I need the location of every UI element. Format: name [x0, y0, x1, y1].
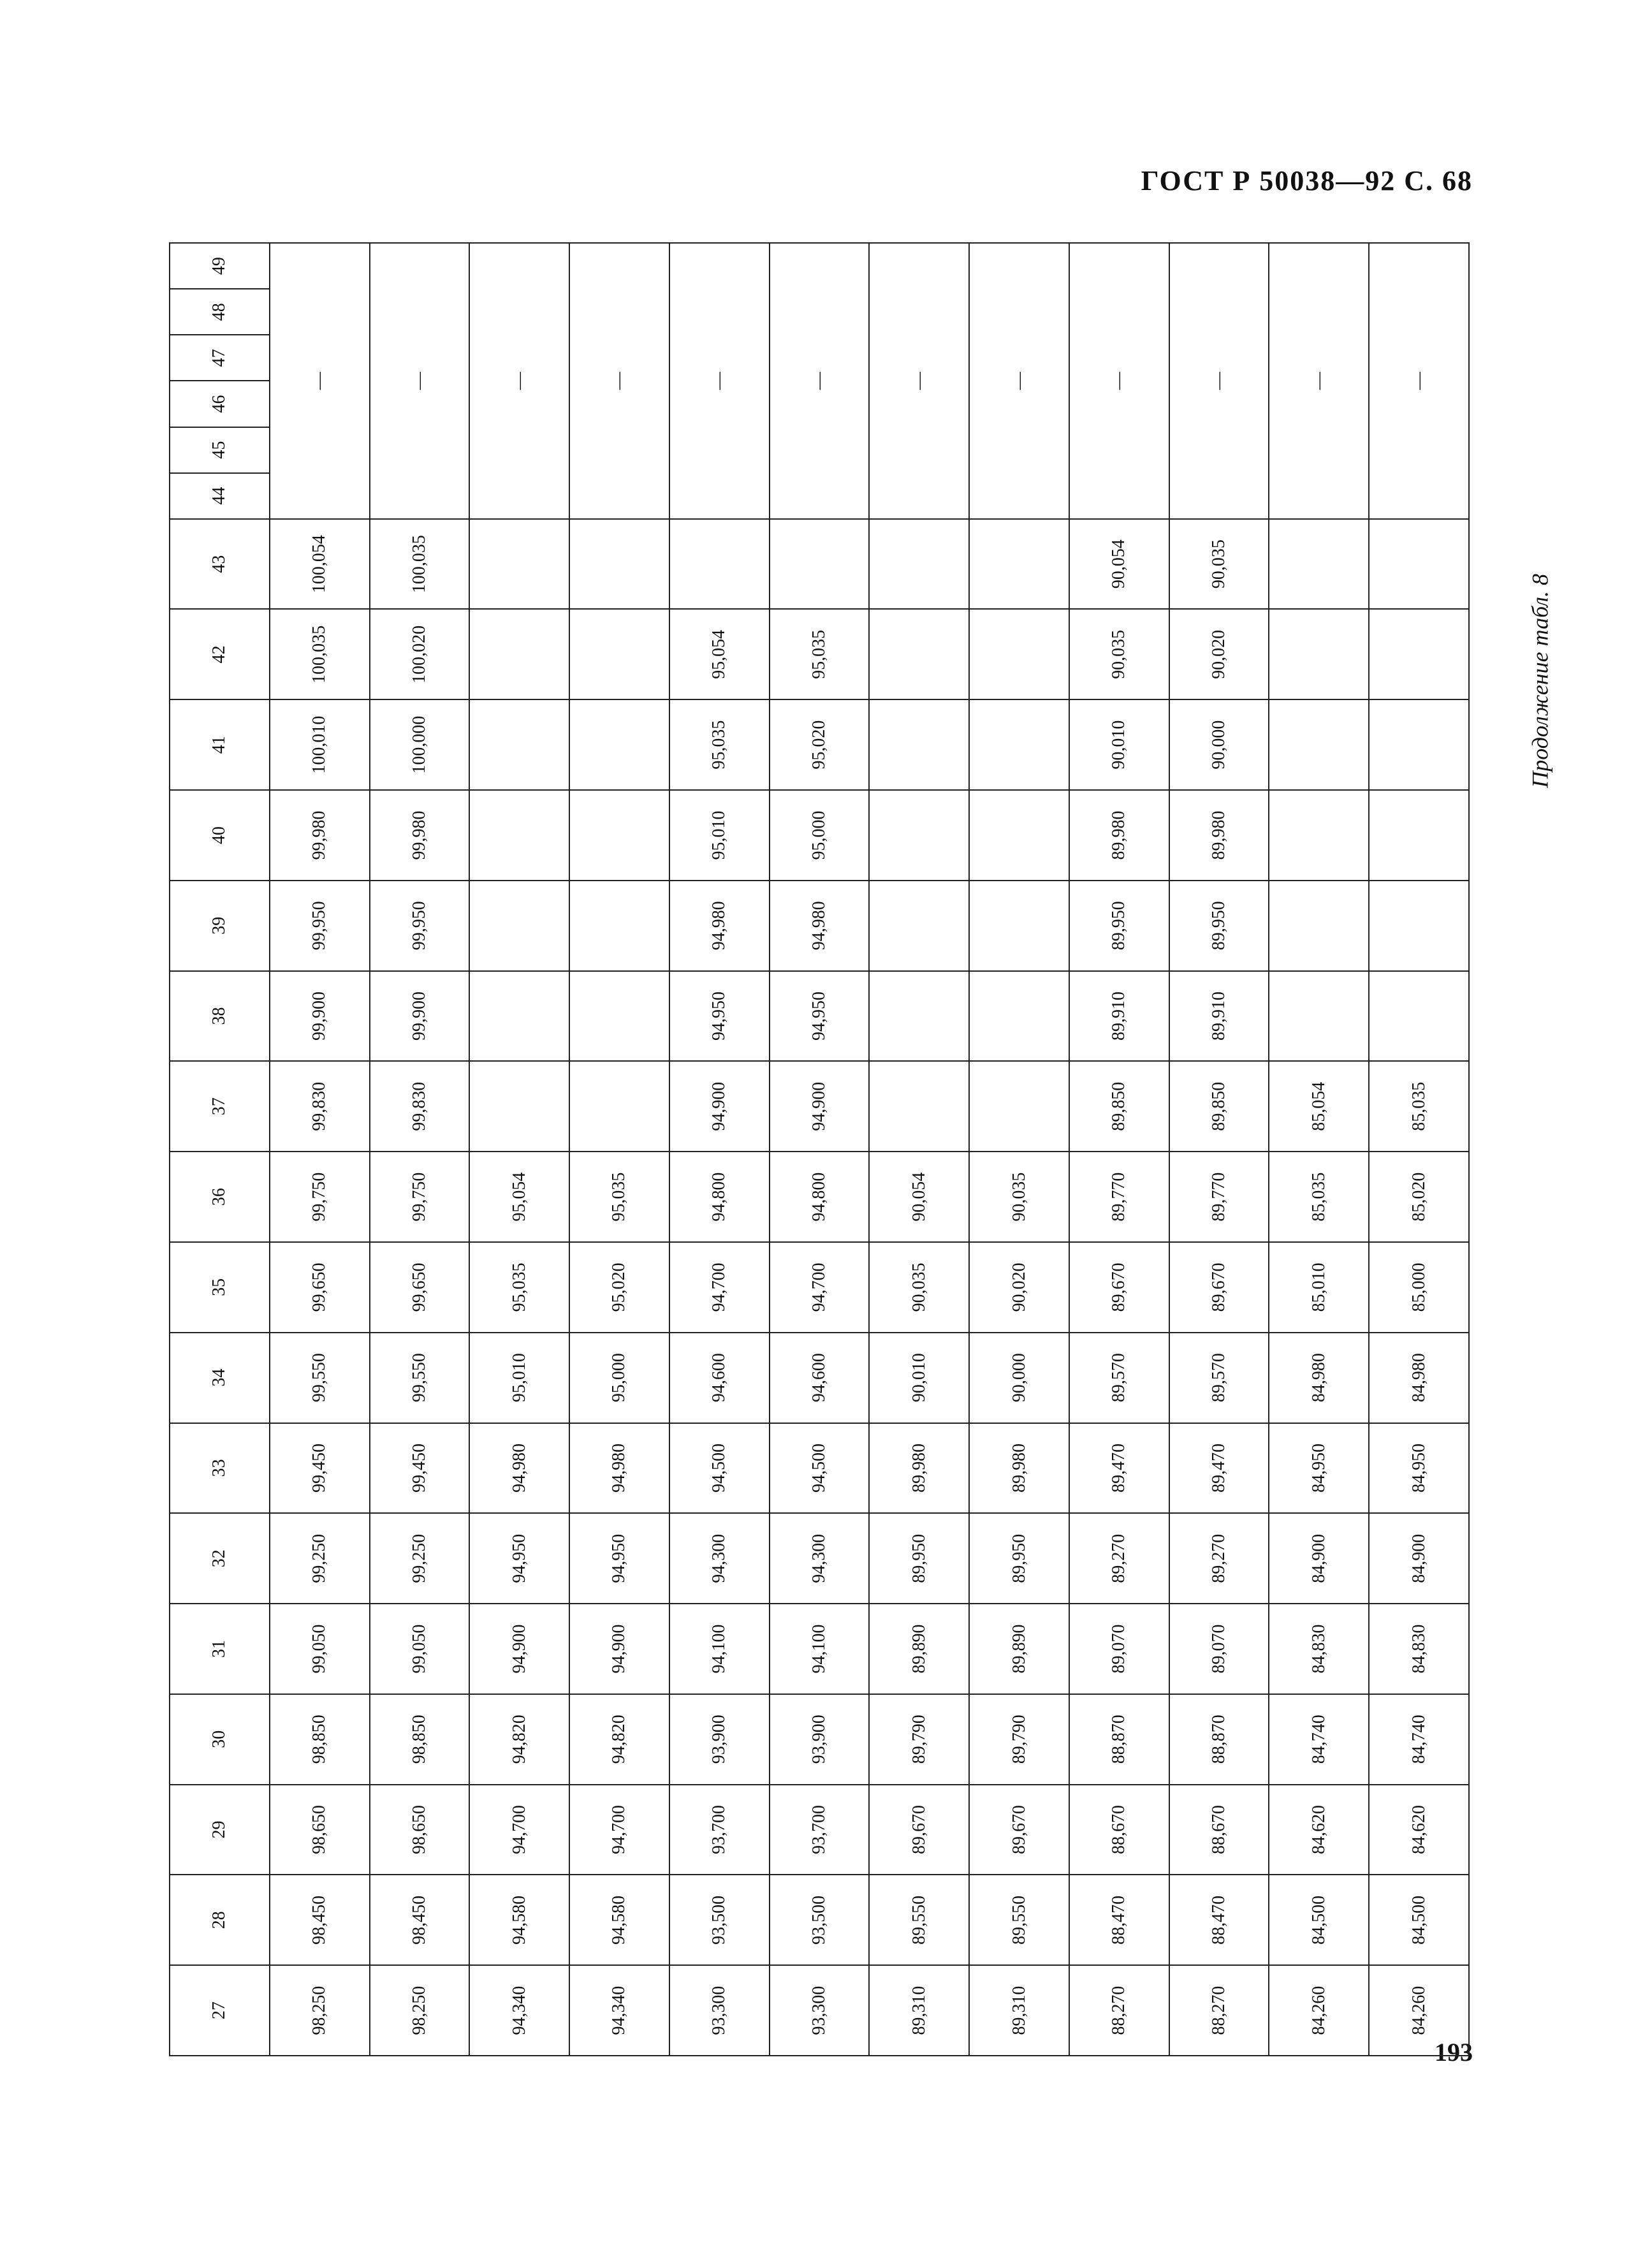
tooth-number: 41: [170, 699, 270, 790]
diameter-cell: [969, 1061, 1069, 1152]
diameter-cell: 89,980: [1069, 790, 1169, 881]
dash-cell: —: [669, 243, 770, 519]
diameter-cell: 94,100: [669, 1604, 770, 1694]
diameter-cell: [469, 1061, 569, 1152]
diameter-cell: 100,000: [370, 699, 470, 790]
diameter-cell: 84,620: [1369, 1785, 1469, 1875]
tooth-number: 30: [170, 1694, 270, 1785]
diameter-cell: [1369, 519, 1469, 610]
diameter-cell: 84,980: [1269, 1333, 1369, 1423]
diameter-cell: 94,300: [770, 1513, 870, 1604]
diameter-cell: 90,035: [1169, 519, 1269, 610]
dimensions-table: [169, 242, 1470, 2056]
tool-row: [1369, 243, 1469, 2056]
tooth-number: 28: [170, 1875, 270, 1965]
dash-cell: —: [770, 243, 870, 519]
diameter-cell: 89,550: [969, 1875, 1069, 1965]
dash-cell: —: [869, 243, 969, 519]
diameter-cell: 98,250: [270, 1965, 370, 2056]
diameter-cell: 99,450: [270, 1423, 370, 1514]
diameter-cell: 98,450: [270, 1875, 370, 1965]
diameter-cell: 95,000: [569, 1333, 669, 1423]
diameter-cell: 95,000: [770, 790, 870, 881]
diameter-cell: 94,820: [469, 1694, 569, 1785]
tooth-number: 38: [170, 971, 270, 1062]
diameter-cell: 95,035: [469, 1242, 569, 1333]
diameter-cell: 94,900: [569, 1604, 669, 1694]
diameter-cell: 93,900: [669, 1694, 770, 1785]
diameter-cell: [969, 699, 1069, 790]
diameter-cell: 89,310: [969, 1965, 1069, 2056]
diameter-cell: 89,310: [869, 1965, 969, 2056]
diameter-cell: 85,000: [1369, 1242, 1469, 1333]
diameter-cell: [569, 699, 669, 790]
diameter-cell: [669, 519, 770, 610]
diameter-cell: 94,700: [569, 1785, 669, 1875]
diameter-cell: 93,300: [669, 1965, 770, 2056]
tool-row: [1069, 243, 1169, 2056]
tooth-number: 48: [170, 289, 270, 335]
diameter-cell: [869, 610, 969, 700]
diameter-cell: [469, 610, 569, 700]
diameter-cell: 99,750: [370, 1152, 470, 1242]
diameter-cell: [869, 881, 969, 971]
diameter-cell: 94,340: [569, 1965, 669, 2056]
diameter-cell: 99,250: [270, 1513, 370, 1604]
diameter-cell: [1269, 519, 1369, 610]
diameter-cell: 90,000: [969, 1333, 1069, 1423]
diameter-cell: 93,700: [770, 1785, 870, 1875]
diameter-cell: 89,070: [1169, 1604, 1269, 1694]
tooth-number: 34: [170, 1333, 270, 1423]
diameter-cell: 98,850: [370, 1694, 470, 1785]
diameter-cell: 88,870: [1169, 1694, 1269, 1785]
diameter-cell: [1369, 971, 1469, 1062]
diameter-cell: 99,900: [370, 971, 470, 1062]
diameter-cell: 100,020: [370, 610, 470, 700]
diameter-cell: 89,670: [1069, 1242, 1169, 1333]
tooth-number: 44: [170, 473, 270, 519]
diameter-cell: 94,900: [770, 1061, 870, 1152]
diameter-cell: 84,900: [1269, 1513, 1369, 1604]
diameter-cell: 99,900: [270, 971, 370, 1062]
diameter-cell: 90,010: [869, 1333, 969, 1423]
tool-row: [969, 243, 1069, 2056]
diameter-cell: 99,830: [370, 1061, 470, 1152]
tooth-number: 29: [170, 1785, 270, 1875]
rotated-table-wrapper: [169, 242, 1470, 2056]
diameter-cell: 89,470: [1069, 1423, 1169, 1514]
diameter-cell: 88,470: [1169, 1875, 1269, 1965]
diameter-cell: [869, 971, 969, 1062]
diameter-cell: 90,035: [869, 1242, 969, 1333]
diameter-cell: 95,035: [669, 699, 770, 790]
diameter-cell: 89,070: [1069, 1604, 1169, 1694]
diameter-cell: 89,790: [969, 1694, 1069, 1785]
diameter-cell: 88,670: [1069, 1785, 1169, 1875]
diameter-cell: [969, 881, 1069, 971]
diameter-cell: [1269, 610, 1369, 700]
diameter-cell: 100,010: [270, 699, 370, 790]
diameter-cell: 93,900: [770, 1694, 870, 1785]
diameter-cell: 94,950: [569, 1513, 669, 1604]
tool-row: [869, 243, 969, 2056]
diameter-cell: 84,900: [1369, 1513, 1469, 1604]
diameter-cell: 99,950: [370, 881, 470, 971]
tooth-number: 31: [170, 1604, 270, 1694]
diameter-cell: 99,980: [270, 790, 370, 881]
diameter-cell: [1369, 790, 1469, 881]
tooth-number: 39: [170, 881, 270, 971]
dash-cell: —: [1269, 243, 1369, 519]
diameter-cell: 94,300: [669, 1513, 770, 1604]
diameter-cell: 94,100: [770, 1604, 870, 1694]
page-number: 193: [1435, 2038, 1473, 2067]
diameter-cell: 89,890: [869, 1604, 969, 1694]
diameter-cell: 84,740: [1369, 1694, 1469, 1785]
diameter-cell: 94,500: [770, 1423, 870, 1514]
diameter-cell: 90,020: [969, 1242, 1069, 1333]
diameter-cell: 84,830: [1369, 1604, 1469, 1694]
dash-cell: —: [1069, 243, 1169, 519]
diameter-cell: 90,035: [1069, 610, 1169, 700]
diameter-cell: 89,910: [1069, 971, 1169, 1062]
diameter-cell: 84,500: [1369, 1875, 1469, 1965]
diameter-cell: 89,850: [1169, 1061, 1269, 1152]
diameter-cell: 95,010: [669, 790, 770, 881]
diameter-cell: [969, 971, 1069, 1062]
diameter-cell: 94,600: [770, 1333, 870, 1423]
diameter-cell: [1369, 699, 1469, 790]
tooth-number: 33: [170, 1423, 270, 1514]
diameter-cell: 90,054: [1069, 519, 1169, 610]
diameter-cell: 94,820: [569, 1694, 669, 1785]
diameter-cell: 98,650: [270, 1785, 370, 1875]
diameter-cell: [869, 519, 969, 610]
diameter-cell: 89,980: [1169, 790, 1269, 881]
tooth-number: 37: [170, 1061, 270, 1152]
diameter-cell: [1369, 610, 1469, 700]
diameter-cell: 84,740: [1269, 1694, 1369, 1785]
diameter-cell: 99,650: [370, 1242, 470, 1333]
diameter-cell: 99,250: [370, 1513, 470, 1604]
diameter-cell: 90,000: [1169, 699, 1269, 790]
diameter-cell: 84,260: [1269, 1965, 1369, 2056]
diameter-cell: 90,010: [1069, 699, 1169, 790]
diameter-cell: 99,050: [370, 1604, 470, 1694]
diameter-cell: 89,950: [869, 1513, 969, 1604]
diameter-cell: 88,870: [1069, 1694, 1169, 1785]
diameter-cell: 84,620: [1269, 1785, 1369, 1875]
diameter-cell: [1269, 699, 1369, 790]
diameter-cell: 94,580: [469, 1875, 569, 1965]
diameter-cell: 94,600: [669, 1333, 770, 1423]
diameter-cell: 98,650: [370, 1785, 470, 1875]
diameter-cell: 88,270: [1169, 1965, 1269, 2056]
diameter-cell: 100,054: [270, 519, 370, 610]
diameter-cell: 99,550: [270, 1333, 370, 1423]
diameter-cell: 95,054: [669, 610, 770, 700]
diameter-cell: 94,900: [469, 1604, 569, 1694]
diameter-cell: 94,950: [469, 1513, 569, 1604]
diameter-cell: 94,700: [469, 1785, 569, 1875]
diameter-cell: 89,570: [1169, 1333, 1269, 1423]
diameter-cell: 94,700: [770, 1242, 870, 1333]
diameter-cell: 89,890: [969, 1604, 1069, 1694]
diameter-cell: [469, 519, 569, 610]
diameter-cell: [569, 971, 669, 1062]
diameter-cell: 90,054: [869, 1152, 969, 1242]
diameter-cell: 99,750: [270, 1152, 370, 1242]
diameter-cell: [569, 790, 669, 881]
tooth-number: 47: [170, 335, 270, 381]
tooth-number: 43: [170, 519, 270, 610]
diameter-cell: 95,054: [469, 1152, 569, 1242]
diameter-cell: 85,035: [1269, 1152, 1369, 1242]
tooth-number: 46: [170, 381, 270, 427]
diameter-cell: 89,470: [1169, 1423, 1269, 1514]
diameter-cell: 84,830: [1269, 1604, 1369, 1694]
diameter-cell: 94,580: [569, 1875, 669, 1965]
tool-row: [1269, 243, 1369, 2056]
tool-row: [669, 243, 770, 2056]
page-header: ГОСТ Р 50038—92 С. 68: [1141, 165, 1473, 196]
diameter-cell: 89,670: [869, 1785, 969, 1875]
tool-row: [569, 243, 669, 2056]
diameter-cell: [569, 519, 669, 610]
diameter-cell: 93,300: [770, 1965, 870, 2056]
diameter-cell: 93,500: [770, 1875, 870, 1965]
diameter-cell: 89,670: [969, 1785, 1069, 1875]
diameter-cell: 90,035: [969, 1152, 1069, 1242]
diameter-cell: 89,670: [1169, 1242, 1269, 1333]
diameter-cell: 84,500: [1269, 1875, 1369, 1965]
diameter-cell: 99,550: [370, 1333, 470, 1423]
tool-row: [270, 243, 370, 2056]
diameter-cell: 89,270: [1069, 1513, 1169, 1604]
diameter-cell: 85,010: [1269, 1242, 1369, 1333]
table-caption: Продолжение табл. 8: [1528, 574, 1553, 788]
diameter-cell: 89,950: [969, 1513, 1069, 1604]
diameter-cell: [1269, 790, 1369, 881]
diameter-cell: 94,950: [770, 971, 870, 1062]
diameter-cell: 84,950: [1369, 1423, 1469, 1514]
tooth-number: 42: [170, 610, 270, 700]
tooth-number: 40: [170, 790, 270, 881]
diameter-cell: 89,770: [1169, 1152, 1269, 1242]
diameter-cell: 99,050: [270, 1604, 370, 1694]
diameter-cell: 99,950: [270, 881, 370, 971]
diameter-cell: 89,950: [1169, 881, 1269, 971]
diameter-cell: [1269, 971, 1369, 1062]
diameter-cell: [569, 610, 669, 700]
diameter-cell: [1269, 881, 1369, 971]
diameter-cell: 89,980: [969, 1423, 1069, 1514]
diameter-cell: 99,450: [370, 1423, 470, 1514]
diameter-cell: 84,980: [1369, 1333, 1469, 1423]
diameter-cell: [469, 699, 569, 790]
diameter-cell: 85,035: [1369, 1061, 1469, 1152]
diameter-cell: 85,054: [1269, 1061, 1369, 1152]
diameter-cell: 100,035: [370, 519, 470, 610]
diameter-cell: 94,900: [669, 1061, 770, 1152]
diameter-cell: 95,020: [770, 699, 870, 790]
tooth-number: 35: [170, 1242, 270, 1333]
diameter-cell: [969, 790, 1069, 881]
tooth-number: 49: [170, 243, 270, 289]
diameter-cell: 89,270: [1169, 1513, 1269, 1604]
diameter-cell: 85,020: [1369, 1152, 1469, 1242]
diameter-cell: 95,020: [569, 1242, 669, 1333]
diameter-cell: 95,010: [469, 1333, 569, 1423]
diameter-cell: 94,800: [669, 1152, 770, 1242]
diameter-cell: 89,790: [869, 1694, 969, 1785]
diameter-cell: 94,980: [469, 1423, 569, 1514]
diameter-cell: [969, 610, 1069, 700]
diameter-cell: [569, 881, 669, 971]
diameter-cell: 93,500: [669, 1875, 770, 1965]
diameter-cell: 89,850: [1069, 1061, 1169, 1152]
diameter-cell: 98,850: [270, 1694, 370, 1785]
diameter-cell: 88,270: [1069, 1965, 1169, 2056]
tooth-number: 27: [170, 1965, 270, 2056]
tooth-number: 36: [170, 1152, 270, 1242]
diameter-cell: 98,250: [370, 1965, 470, 2056]
dash-cell: —: [969, 243, 1069, 519]
diameter-cell: 89,980: [869, 1423, 969, 1514]
diameter-cell: [869, 790, 969, 881]
dash-cell: —: [270, 243, 370, 519]
diameter-cell: 99,980: [370, 790, 470, 881]
diameter-cell: [969, 519, 1069, 610]
diameter-cell: 93,700: [669, 1785, 770, 1875]
tooth-number: 45: [170, 427, 270, 473]
diameter-cell: 94,800: [770, 1152, 870, 1242]
diameter-cell: 94,980: [569, 1423, 669, 1514]
diameter-cell: [569, 1061, 669, 1152]
tool-row: [1169, 243, 1269, 2056]
dash-cell: —: [370, 243, 470, 519]
diameter-cell: 94,700: [669, 1242, 770, 1333]
diameter-cell: 100,035: [270, 610, 370, 700]
diameter-cell: [469, 790, 569, 881]
dash-cell: —: [1369, 243, 1469, 519]
diameter-cell: 94,950: [669, 971, 770, 1062]
diameter-cell: [869, 1061, 969, 1152]
dash-cell: —: [1169, 243, 1269, 519]
diameter-cell: 90,020: [1169, 610, 1269, 700]
diameter-cell: 94,980: [669, 881, 770, 971]
diameter-cell: 89,570: [1069, 1333, 1169, 1423]
diameter-cell: 89,950: [1069, 881, 1169, 971]
diameter-cell: 88,670: [1169, 1785, 1269, 1875]
diameter-cell: [1369, 881, 1469, 971]
diameter-cell: 98,450: [370, 1875, 470, 1965]
diameter-cell: 99,650: [270, 1242, 370, 1333]
diameter-cell: 94,500: [669, 1423, 770, 1514]
diameter-cell: 99,830: [270, 1061, 370, 1152]
diameter-cell: 94,980: [770, 881, 870, 971]
diameter-cell: 88,470: [1069, 1875, 1169, 1965]
tool-row: [370, 243, 470, 2056]
diameter-cell: 95,035: [569, 1152, 669, 1242]
diameter-cell: 84,950: [1269, 1423, 1369, 1514]
diameter-cell: [869, 699, 969, 790]
diameter-cell: 84,260: [1369, 1965, 1469, 2056]
tooth-number: 32: [170, 1513, 270, 1604]
dash-cell: —: [569, 243, 669, 519]
diameter-cell: 89,550: [869, 1875, 969, 1965]
diameter-cell: [770, 519, 870, 610]
tool-row: [770, 243, 870, 2056]
diameter-cell: 95,035: [770, 610, 870, 700]
tool-row: [469, 243, 569, 2056]
tooth-number-row: [170, 243, 270, 2056]
diameter-cell: 89,910: [1169, 971, 1269, 1062]
diameter-cell: 89,770: [1069, 1152, 1169, 1242]
diameter-cell: [469, 881, 569, 971]
dash-cell: —: [469, 243, 569, 519]
diameter-cell: 94,340: [469, 1965, 569, 2056]
diameter-cell: [469, 971, 569, 1062]
